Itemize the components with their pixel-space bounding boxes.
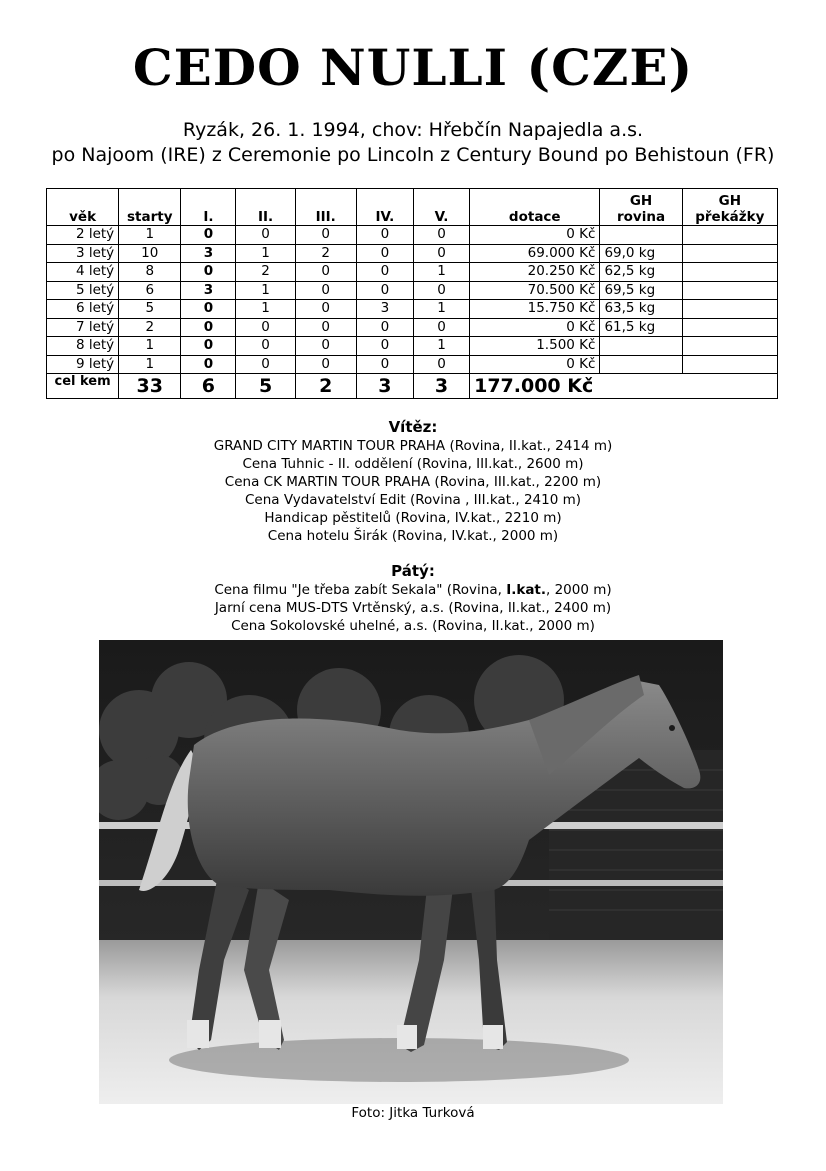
row-fourth: 0: [356, 226, 413, 245]
winner-race: Handicap pěstitelů (Rovina, IV.kat., 2210 m): [264, 510, 562, 526]
fifth-heading: Pátý:: [391, 562, 435, 580]
row-gh-jump: [682, 226, 777, 245]
row-fourth: 0: [356, 355, 413, 374]
row-starts: 8: [119, 263, 181, 282]
row-prize: 15.750 Kč: [470, 300, 600, 319]
row-fourth: 0: [356, 244, 413, 263]
table-row: [47, 244, 778, 263]
fifth-race: [0, 581, 826, 599]
row-first: 3: [181, 281, 236, 300]
page-title: CEDO NULLI (CZE): [132, 38, 694, 97]
row-age: 3 letý: [47, 244, 119, 263]
row-age: 9 letý: [47, 355, 119, 374]
row-third: 0: [295, 300, 356, 319]
row-gh-jump: [682, 263, 777, 282]
header-third: III.: [295, 189, 356, 226]
header-second: II.: [236, 189, 295, 226]
row-second: 2: [236, 263, 295, 282]
race-stats-table: [46, 188, 778, 399]
row-first: 0: [181, 226, 236, 245]
row-gh-flat: [600, 355, 682, 374]
row-gh-jump: [682, 300, 777, 319]
row-prize: 0 Kč: [470, 226, 600, 245]
row-gh-flat: 63,5 kg: [600, 300, 682, 319]
row-gh-jump: [682, 355, 777, 374]
row-first: 0: [181, 300, 236, 319]
fifth-place-races: [0, 562, 826, 635]
table-total-row: [47, 374, 778, 399]
pedigree-line: po Najoom (IRE) z Ceremonie po Lincoln z Century Bound po Behistoun (FR): [51, 144, 775, 166]
fifth-race-text: Cena filmu "Je třeba zabít Sekala" (Rovina,: [214, 582, 507, 598]
total-third: 2: [295, 374, 356, 399]
row-gh-jump: [682, 337, 777, 356]
table-row: [47, 226, 778, 245]
row-fourth: 0: [356, 318, 413, 337]
total-prize: 177.000 Kč: [470, 374, 778, 399]
row-fifth: 1: [413, 337, 469, 356]
row-fifth: 0: [413, 281, 469, 300]
row-prize: 0 Kč: [470, 355, 600, 374]
row-third: 2: [295, 244, 356, 263]
row-gh-flat: [600, 337, 682, 356]
table-row: [47, 337, 778, 356]
horse-photo: [99, 640, 723, 1104]
table-row: [47, 263, 778, 282]
winner-race: Cena hotelu Širák (Rovina, IV.kat., 2000 m): [267, 528, 559, 544]
row-starts: 1: [119, 337, 181, 356]
table-row: [47, 318, 778, 337]
row-starts: 1: [119, 355, 181, 374]
row-prize: 69.000 Kč: [470, 244, 600, 263]
fifth-race: Cena Sokolovské uhelné, a.s. (Rovina, II.kat., 2000 m): [231, 618, 595, 634]
row-prize: 20.250 Kč: [470, 263, 600, 282]
row-starts: 6: [119, 281, 181, 300]
row-third: 0: [295, 281, 356, 300]
header-gh-flat: GH rovina: [600, 189, 682, 226]
total-label: cel kem: [47, 374, 119, 399]
row-second: 1: [236, 281, 295, 300]
row-fourth: 3: [356, 300, 413, 319]
winner-heading: Vítěz:: [388, 418, 438, 436]
total-starts: 33: [119, 374, 181, 399]
row-first: 3: [181, 244, 236, 263]
header-fifth: V.: [413, 189, 469, 226]
header-starts: starty: [119, 189, 181, 226]
row-third: 0: [295, 263, 356, 282]
row-fifth: 1: [413, 300, 469, 319]
winner-race: Cena Tuhnic - II. oddělení (Rovina, III.kat., 2600 m): [242, 456, 584, 472]
winner-race: Cena Vydavatelství Edit (Rovina , III.kat., 2410 m): [244, 492, 582, 508]
row-gh-flat: 69,0 kg: [600, 244, 682, 263]
horse-info: Ryzák, 26. 1. 1994, chov: Hřebčín Napajedla a.s.: [182, 119, 644, 141]
row-starts: 5: [119, 300, 181, 319]
row-starts: 2: [119, 318, 181, 337]
row-third: 0: [295, 226, 356, 245]
header-gh-jump: GH překážky: [682, 189, 777, 226]
row-second: 1: [236, 300, 295, 319]
table-row: [47, 281, 778, 300]
row-gh-flat: 69,5 kg: [600, 281, 682, 300]
table-row: [47, 355, 778, 374]
row-fourth: 0: [356, 281, 413, 300]
table-header-row: [47, 189, 778, 226]
row-age: 7 letý: [47, 318, 119, 337]
row-prize: 70.500 Kč: [470, 281, 600, 300]
row-prize: 1.500 Kč: [470, 337, 600, 356]
row-fifth: 1: [413, 263, 469, 282]
row-gh-flat: 62,5 kg: [600, 263, 682, 282]
winner-race: GRAND CITY MARTIN TOUR PRAHA (Rovina, II.kat., 2414 m): [213, 438, 613, 454]
row-second: 0: [236, 355, 295, 374]
table-row: [47, 300, 778, 319]
row-age: 5 letý: [47, 281, 119, 300]
row-third: 0: [295, 318, 356, 337]
row-second: 1: [236, 244, 295, 263]
winner-race: Cena CK MARTIN TOUR PRAHA (Rovina, III.kat., 2200 m): [224, 474, 602, 490]
row-fifth: 0: [413, 318, 469, 337]
row-third: 0: [295, 355, 356, 374]
row-second: 0: [236, 318, 295, 337]
row-second: 0: [236, 337, 295, 356]
winner-races: [0, 418, 826, 545]
row-gh-flat: 61,5 kg: [600, 318, 682, 337]
row-first: 0: [181, 318, 236, 337]
row-age: 4 letý: [47, 263, 119, 282]
row-fourth: 0: [356, 263, 413, 282]
row-third: 0: [295, 337, 356, 356]
total-fourth: 3: [356, 374, 413, 399]
fifth-race-category: I.kat.: [506, 582, 547, 598]
row-age: 6 letý: [47, 300, 119, 319]
row-starts: 10: [119, 244, 181, 263]
header-prize: dotace: [470, 189, 600, 226]
row-gh-jump: [682, 318, 777, 337]
row-second: 0: [236, 226, 295, 245]
header-first: I.: [181, 189, 236, 226]
header-fourth: IV.: [356, 189, 413, 226]
row-fifth: 0: [413, 244, 469, 263]
row-starts: 1: [119, 226, 181, 245]
fifth-race: Jarní cena MUS-DTS Vrtěnský, a.s. (Rovina, II.kat., 2400 m): [214, 600, 612, 616]
row-fourth: 0: [356, 337, 413, 356]
row-gh-jump: [682, 281, 777, 300]
row-age: 8 letý: [47, 337, 119, 356]
fifth-race-text: , 2000 m): [546, 582, 612, 598]
total-second: 5: [236, 374, 295, 399]
row-first: 0: [181, 263, 236, 282]
photo-credit: Foto: Jitka Turková: [351, 1105, 475, 1121]
row-fifth: 0: [413, 355, 469, 374]
total-fifth: 3: [413, 374, 469, 399]
row-fifth: 0: [413, 226, 469, 245]
row-first: 0: [181, 355, 236, 374]
row-prize: 0 Kč: [470, 318, 600, 337]
row-age: 2 letý: [47, 226, 119, 245]
row-gh-flat: [600, 226, 682, 245]
row-first: 0: [181, 337, 236, 356]
header-age: věk: [47, 189, 119, 226]
row-gh-jump: [682, 244, 777, 263]
total-first: 6: [181, 374, 236, 399]
